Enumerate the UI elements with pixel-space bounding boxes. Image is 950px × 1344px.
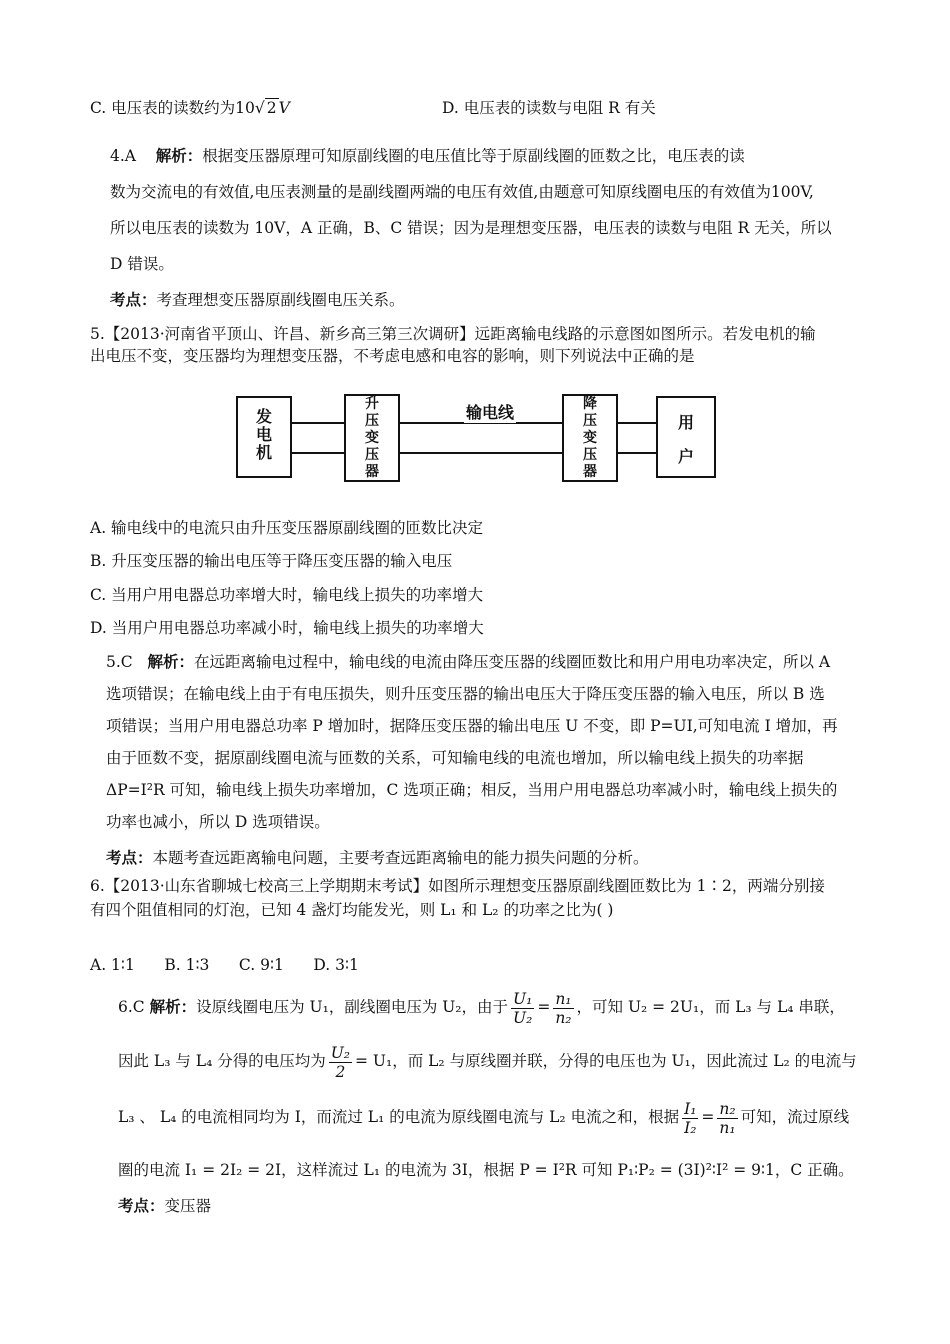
- fraction-numerator: U₁: [513, 989, 533, 1008]
- q6-kaodian-text: 变压器: [164, 1197, 212, 1215]
- q5-kaodian: [106, 848, 649, 868]
- fraction-n1-n2: [553, 990, 573, 1027]
- power-transmission-diagram: [236, 392, 718, 488]
- q5-option-b: B. 升压变压器的输出电压等于降压变压器的输入电压: [90, 552, 453, 570]
- q6-answer-text-3a: L₃ 、 L₄ 的电流相同均为 I，而流过 L₁ 的电流为原线圈电流与 L₂ 电流之和，根据: [118, 1108, 680, 1126]
- q5-option-c: C. 当用户用电器总功率增大时，输电线上损失的功率增大: [90, 586, 484, 604]
- q6-kaodian: [118, 1196, 211, 1216]
- q4-option-c-text: C. 电压表的读数约为: [90, 99, 236, 117]
- q6-answer-text-2b: = U₁，而 L₂ 与原线圈并联，分得的电压也为 U₁，因此流过 L₂ 的电流与: [355, 1052, 857, 1070]
- q5-answer-line-4: 由于匝数不变，据原副线圈电流与匝数的关系，可知输电线的电流也增加，所以输电线上损失的功率据: [106, 749, 804, 767]
- generator-box: [236, 396, 292, 478]
- fraction-numerator: n₂: [719, 1099, 736, 1118]
- q5-answer-label: 5.C: [106, 653, 133, 671]
- fraction-numerator: n₁: [555, 989, 572, 1008]
- q6-answer-text-2a: 因此 L₃ 与 L₄ 分得的电压均为: [118, 1052, 326, 1070]
- q5-kaodian-text: 本题考查远距离输电问题，主要考查远距离输电的能力损失问题的分析。: [152, 849, 649, 867]
- sqrt-symbol: √ 2: [254, 99, 277, 117]
- transmission-line-label: 输电线: [464, 400, 516, 423]
- step-down-transformer-label: 降压变压器: [583, 396, 597, 480]
- fraction-denominator: U₂: [513, 1008, 533, 1027]
- q6-answer-line-4: 圈的电流 I₁ = 2I₂ = 2I，这样流过 L₁ 的电流为 3I，根据 P = I²R 可知 P₁∶P₂ = (3I)²∶I² = 9∶1，C 正确。: [118, 1161, 854, 1179]
- q4-answer-line-3: 所以电压表的读数为 10V，A 正确，B、C 错误；因为是理想变压器，电压表的读数与电阻 R 无关，所以: [110, 219, 832, 237]
- fraction-denominator: I₂: [684, 1118, 697, 1137]
- q4-kaodian-label: 考点：: [110, 290, 157, 309]
- q6-options: A. 1∶1 B. 1∶3 C. 9∶1 D. 3∶1: [90, 956, 359, 974]
- q6-answer-line-3: L₃ 、 L₄ 的电流相同均为 I，而流过 L₁ 的电流为原线圈电流与 L₂ 电流之和，根据 $\frac{\text{I₁}}{\text{I₂}}$ = $\frac{\text{n₂}}{\text{n₁}}$ 可知，流过原线: [118, 1099, 850, 1137]
- q5-stem-line-1: 5.【2013·河南省平顶山、许昌、新乡高三第三次调研】远距离输电线路的示意图如图所示。若发电机的输: [90, 325, 816, 343]
- q4-option-c-unit: V: [278, 99, 290, 117]
- fraction-u1-u2: [511, 990, 534, 1027]
- q6-answer-line-2: [118, 1040, 857, 1082]
- q5-answer-line-2: 选项错误；在输电线上由于有电压损失，则升压变压器的输出电压大于降压变压器的输入电压，所以 B 选: [106, 685, 825, 703]
- q6-answer-text-1b: ，可知 U₂ = 2U₁，而 L₃ 与 L₄ 串联，: [576, 998, 845, 1016]
- q5-answer-line-1: [106, 652, 830, 672]
- q4-answer-text-1: 根据变压器原理可知原副线圈的电压值比等于原副线圈的匝数之比，电压表的读: [202, 147, 745, 165]
- q4-answer-line-4: D 错误。: [110, 255, 174, 273]
- fraction-denominator: n₁: [719, 1118, 736, 1137]
- step-up-transformer-label: 升压变压器: [365, 396, 379, 480]
- q4-kaodian-text: 考查理想变压器原副线圈电压关系。: [156, 291, 405, 309]
- sqrt-radicand: 2: [266, 99, 277, 117]
- q4-answer-line-1: [110, 146, 745, 166]
- q4-option-c: [90, 98, 290, 118]
- q6-analysis-keyword: 解析：: [149, 997, 197, 1016]
- q5-stem-line-2: 出电压不变，变压器均为理想变压器，不考虑电感和电容的影响，则下列说法中正确的是: [90, 347, 695, 365]
- q5-option-a: A. 输电线中的电流只由升压变压器原副线圈的匝数比决定: [90, 519, 484, 537]
- user-label: 用户: [677, 413, 694, 466]
- fraction-i1-i2: [682, 1100, 698, 1137]
- q4-analysis-keyword: 解析：: [155, 146, 203, 165]
- fraction-numerator: U₂: [330, 1043, 351, 1062]
- fraction-denominator: 2: [335, 1062, 346, 1081]
- q5-kaodian-label: 考点：: [106, 848, 153, 867]
- q6-stem-line-2: 有四个阻值相同的灯泡，已知 4 盏灯均能发光，则 L₁ 和 L₂ 的功率之比为( ): [90, 901, 614, 919]
- q5-option-d: D. 当用户用电器总功率减小时，输电线上损失的功率增大: [90, 619, 484, 637]
- generator-label: 发电机: [255, 407, 272, 462]
- q6-answer-text-3b: 可知，流过原线: [740, 1108, 850, 1126]
- step-down-transformer-box: [562, 394, 618, 482]
- step-up-transformer-box: [344, 394, 400, 482]
- q4-answer-line-2: 数为交流电的有效值,电压表测量的是副线圈两端的电压有效值,由题意可知原线圈电压的有效值为100V,: [110, 183, 814, 201]
- user-box: [656, 396, 716, 478]
- q4-kaodian: [110, 290, 405, 310]
- fraction-numerator: I₁: [684, 1099, 697, 1118]
- q4-option-c-number: 10: [235, 99, 255, 117]
- q5-answer-line-6: 功率也减小，所以 D 选项错误。: [106, 813, 330, 831]
- q5-answer-line-3: 项错误；当用户用电器总功率 P 增加时，据降压变压器的输出电压 U 不变，即 P=UI,可知电流 I 增加，再: [106, 717, 838, 735]
- q6-answer-line-1: 6.C 解析：设原线圈电压为 U₁，副线圈电压为 U₂，由于 $\frac{\text{U₁}}{\text{U₂}}$ = $\frac{\text{n₁}}{\text{n₂}}$ ，可知 U₂ = 2U₁，而 L₃ 与 L₄ 串联，: [118, 989, 845, 1027]
- q5-answer-line-5: ΔP=I²R 可知，输电线上损失功率增加，C 选项正确；相反，当用户用电器总功率减小时，输电线上损失的: [106, 781, 838, 799]
- q4-option-d: D. 电压表的读数与电阻 R 有关: [442, 99, 656, 117]
- fraction-n2-n1: [717, 1100, 737, 1137]
- q6-kaodian-label: 考点：: [118, 1196, 165, 1215]
- q6-answer-label: 6.C: [118, 998, 145, 1016]
- q4-answer-label: 4.A: [110, 147, 136, 165]
- fraction-u2-2: [329, 1044, 352, 1081]
- fraction-denominator: n₂: [555, 1008, 572, 1027]
- q6-answer-text-1a: 设原线圈电压为 U₁，副线圈电压为 U₂，由于: [196, 998, 509, 1016]
- q5-analysis-keyword: 解析：: [147, 652, 194, 671]
- q6-stem-line-1: 6.【2013·山东省聊城七校高三上学期期末考试】如图所示理想变压器原副线圈匝数比为 1∶2，两端分别接: [90, 877, 825, 895]
- q5-answer-text-1: 在远距离输电过程中，输电线的电流由降压变压器的线圈匝数比和用户用电功率决定，所以 A: [193, 653, 831, 671]
